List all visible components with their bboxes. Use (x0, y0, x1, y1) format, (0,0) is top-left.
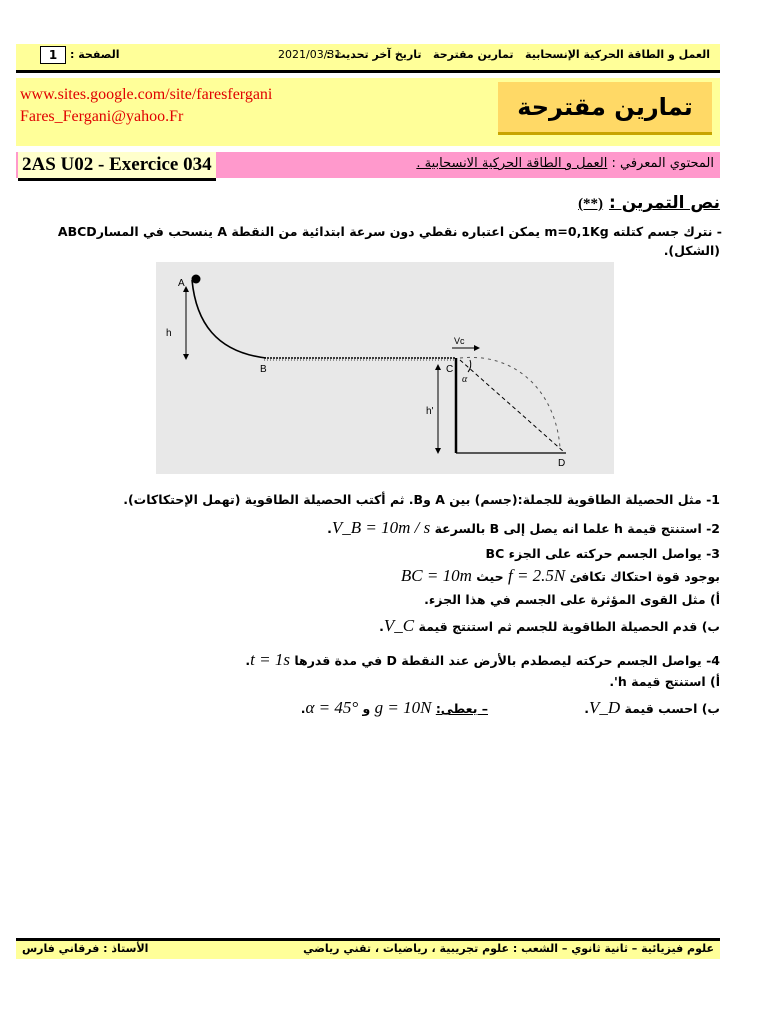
site-link[interactable]: www.sites.google.com/site/faresfergani (20, 86, 273, 103)
given-and: و (362, 701, 371, 716)
page-title: تمارين مقترحة (517, 93, 693, 121)
statement-line-1: - نترك جسم كتلته m=0,1Kg يمكن اعتباره نقطي دون سرعة ابتدائية من النقطة A ينسحب في المسارABCD (57, 224, 722, 239)
banner (16, 78, 720, 146)
q4-math: t = 1s (250, 650, 290, 669)
exercise-content (416, 156, 714, 171)
title-box (498, 82, 712, 135)
question-3a: أ) مثل القوى المؤثرة على الجسم في هذا الجزء. (424, 592, 720, 607)
label-vc: Vc (454, 336, 465, 346)
given-label: – يعطى: (435, 701, 488, 716)
label-h2: h' (426, 406, 434, 417)
q4b-text: ب) احسب قيمة (624, 701, 720, 716)
question-1: 1- مثل الحصيلة الطاقوية للجملة:(جسم) بين A وB. ثم أكتب الحصيلة الطاقوية (تهمل الإحتكاكات). (123, 492, 720, 507)
q2-math: V_B = 10m / s (331, 518, 431, 537)
q3b-math: V_C (383, 616, 415, 635)
given-g: g = 10N (374, 698, 432, 717)
curve-ab (192, 280, 266, 358)
exercise-bar (16, 152, 720, 178)
question-4: 4- يواصل الجسم حركته ليصطدم بالأرض عند النقطة D في مدة قدرها t = 1s. (245, 650, 720, 669)
statement-title-text: نص التمرين : (608, 193, 720, 213)
q3-bc: BC = 10m (400, 566, 472, 585)
q3b-text: ب) قدم الحصيلة الطاقوية للجسم ثم استنتج قيمة (418, 619, 720, 634)
footer (16, 938, 720, 959)
statement-title (578, 193, 720, 213)
q3-f: f = 2.5N (507, 566, 566, 585)
q4b-math: V_D (588, 698, 621, 717)
q4-text: 4- يواصل الجسم حركته ليصطدم بالأرض عند النقطة D في مدة قدرها (294, 653, 720, 668)
ball-marker (192, 275, 201, 284)
email-link[interactable]: Fares_Fergani@yahoo.Fr (20, 108, 184, 125)
header-category: تمارين مقترحة (433, 48, 514, 61)
header-subject-text: العمل و الطاقة الحركية الإنسحابية (525, 48, 710, 61)
footer-left: الأستاذ : فرقاني فارس (22, 942, 149, 955)
page-label: الصفحة : (70, 48, 120, 61)
q2-text: 2- استنتج قيمة h علما انه يصل إلى B بالسرعة (434, 521, 720, 536)
figure (156, 262, 614, 474)
header-strip (16, 44, 720, 73)
content-value: العمل و الطاقة الحركية الانسحابية . (416, 156, 608, 171)
header-update-label: تاريخ آخر تحديث : (326, 48, 422, 61)
question-3: 3- يواصل الجسم حركته على الجزء BC (485, 546, 720, 561)
label-h: h (166, 328, 172, 339)
header-subject (326, 48, 710, 61)
question-3-given (401, 566, 720, 586)
track-diagram (156, 262, 614, 474)
alpha-arc (468, 360, 471, 372)
page-number: 1 (40, 46, 66, 64)
footer-right: علوم فيزيائية – ثانية ثانوي – الشعب : علوم تجريبية ، رياضيات ، تقني رياضي (303, 942, 714, 955)
label-alpha: α (462, 374, 468, 385)
given-alpha: α = 45° (305, 698, 359, 717)
statement-line-2: (الشكل). (663, 243, 720, 258)
content-label: المحتوي المعرفي : (611, 156, 714, 171)
question-2: 2- استنتج قيمة h علما انه يصل إلى B بالسرعة V_B = 10m / s. (327, 518, 720, 537)
difficulty: (**) (578, 196, 604, 212)
question-3b: ب) قدم الحصيلة الطاقوية للجسم ثم استنتج قيمة V_C. (379, 616, 720, 635)
header-date: 2021/03/31 (278, 48, 342, 61)
question-4b: ب) احسب قيمة V_D. (584, 698, 720, 717)
exercise-code: 2AS U02 - Exercice 034 (18, 152, 216, 181)
label-b: B (260, 364, 267, 375)
label-d: D (558, 458, 566, 469)
trajectory (460, 357, 560, 448)
question-4a: أ) استنتج قيمة h'. (609, 674, 720, 689)
q3-given-text: بوجود قوة احتكاك تكافئ (569, 569, 720, 584)
given-values: – يعطى: g = 10N و α = 45°. (300, 698, 488, 717)
label-c: C (446, 364, 454, 375)
label-a: A (178, 278, 185, 289)
q3-where: حيث (476, 569, 504, 584)
